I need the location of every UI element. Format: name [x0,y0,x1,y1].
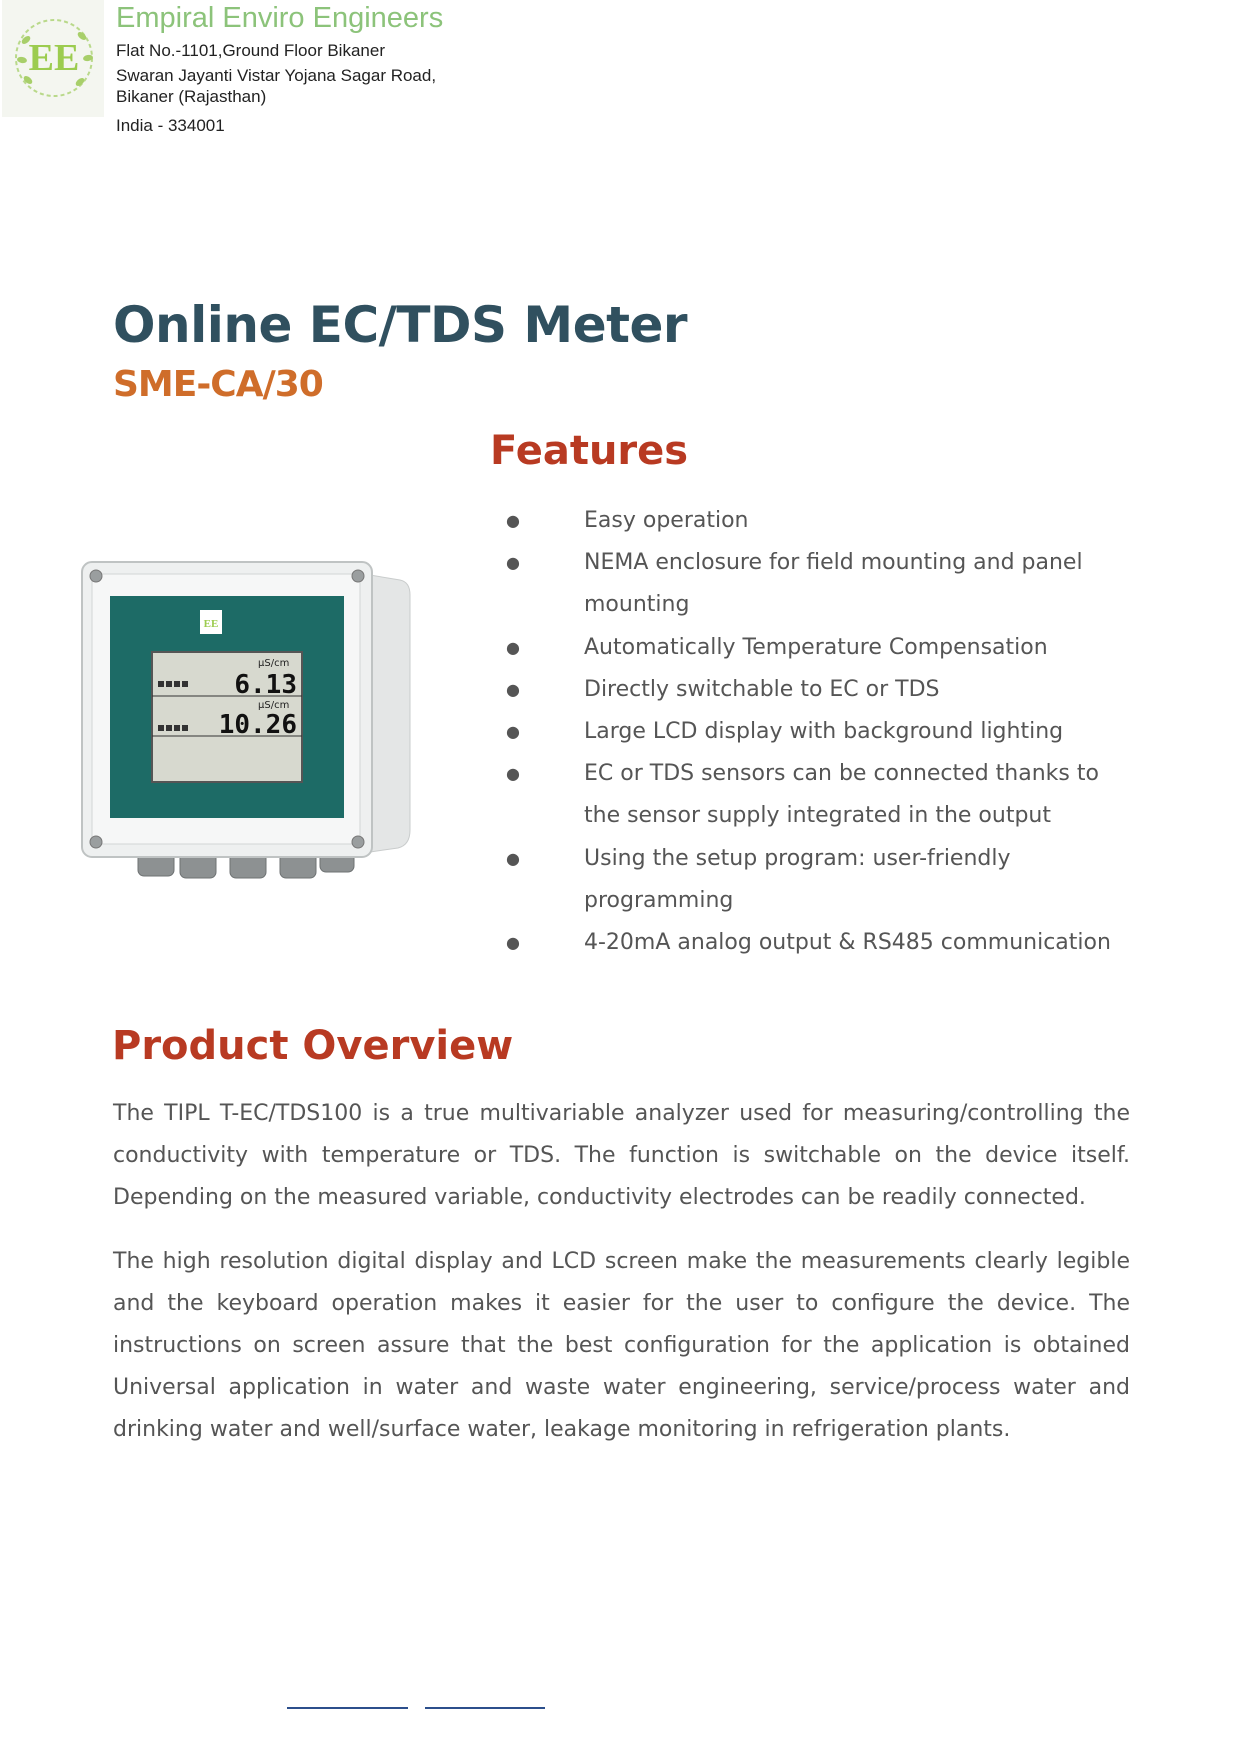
bullet-icon: ● [506,933,520,953]
company-name: Empiral Enviro Engineers [116,2,444,34]
feature-text: Directly switchable to EC or TDS [584,676,940,702]
image-unit-1: µS/cm [258,658,290,669]
model-number: SME-CA/30 [113,364,323,405]
image-value-2: 10.26 [218,710,297,740]
address-line-2: Swaran Jayanti Vistar Yojana Sagar Road, [116,66,437,85]
address-line-4: India - 334001 [116,116,225,135]
feature-item [500,669,1140,711]
logo-text: EE [28,37,80,79]
feature-item [500,627,1140,669]
feature-text: Automatically Temperature Compensation [584,634,1048,660]
overview-paragraph-2: The high resolution digital display and LCD screen make the measurements clearly legible and the keyboard operation makes it easier for the user to configure the device. The instructions on screen assure that the best configuration for the application is obtained Universal application in water and waste water engineering, service/process water and drinking water and well/surface water, leakage monitoring in refrigeration plants. [113,1249,1130,1442]
bullet-icon: ● [506,848,520,868]
bullet-icon: ● [506,764,520,784]
page-title: Online EC/TDS Meter [113,296,688,354]
features-list [500,500,1140,964]
bullet-icon: ● [506,637,520,657]
feature-text: Easy operation [584,508,749,533]
feature-item [500,922,1140,964]
feature-text: Large LCD display with background lighting [584,719,1064,745]
overview-heading: Product Overview [112,1023,514,1069]
feature-item [500,753,1140,837]
overview-paragraph-1: The TIPL T-EC/TDS100 is a true multivariable analyzer used for measuring/controlling the conductivity with temperature or TDS. The function is switchable on the device itself. Depending on the measured variable, conductivity electrodes can be readily connected. [113,1101,1130,1210]
feature-text: Using the setup program: user-friendly programming [584,845,1011,913]
image-unit-2: µS/cm [258,700,290,711]
bullet-icon: ● [506,511,520,530]
bullet-icon: ● [506,722,520,742]
feature-item [500,500,1140,542]
footer-link-underline-1 [287,1707,408,1709]
company-logo [2,0,104,117]
bullet-icon: ● [506,679,520,699]
feature-text: NEMA enclosure for field mounting and panel mounting [584,550,1083,618]
feature-item [500,838,1140,922]
feature-item [500,542,1140,626]
bullet-icon: ● [506,553,520,573]
image-value-1: 6.13 [234,670,297,700]
image-badge: EE [203,618,219,630]
address-line-3: Bikaner (Rajasthan) [116,87,267,106]
address-line-1: Flat No.-1101,Ground Floor Bikaner [116,41,385,60]
feature-item [500,711,1140,753]
product-image [80,490,420,900]
features-heading: Features [490,428,689,474]
feature-text: EC or TDS sensors can be connected thanks to the sensor supply integrated in the output [584,761,1099,829]
footer-link-underline-2 [425,1707,545,1709]
feature-text: 4-20mA analog output & RS485 communication [584,930,1111,956]
